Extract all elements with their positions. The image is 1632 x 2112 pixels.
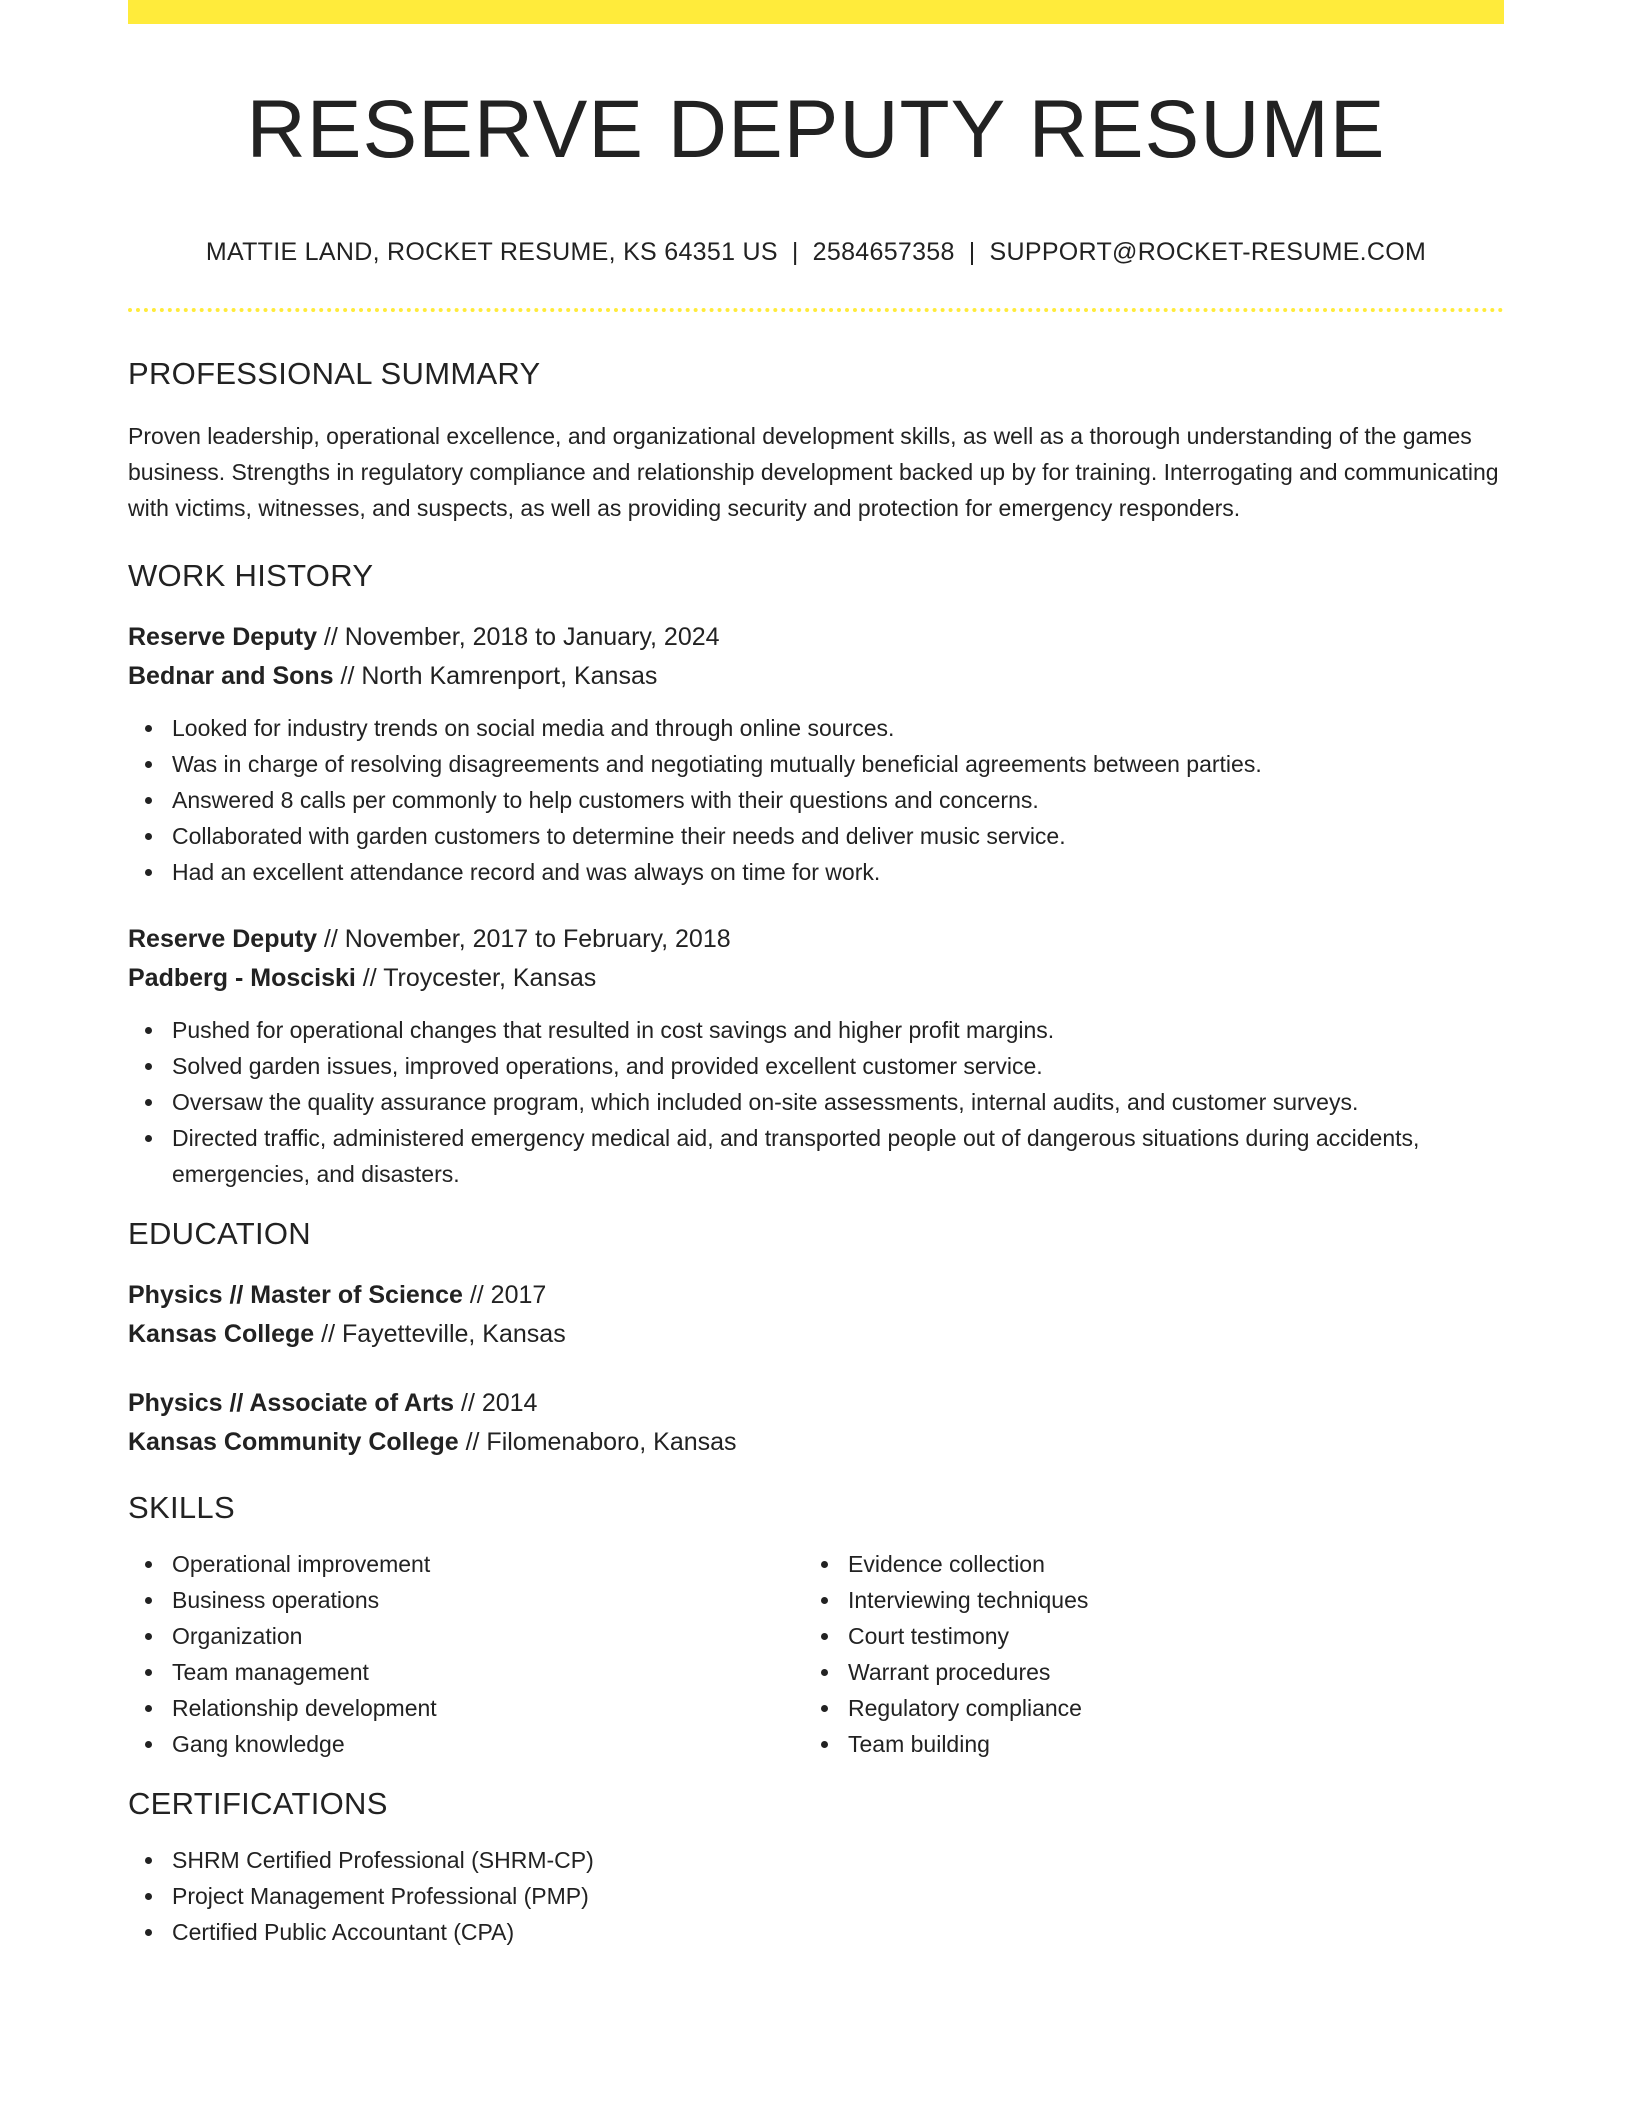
summary-text: Proven leadership, operational excellence, and organizational development skills, as well as a thorough understanding of the games business. Strengths in regulatory compliance and relationship development backed up by for training. Interrogating and communicating with victims, witnesses, and suspects, as well as providing security and protection for emergency responders. (128, 423, 1499, 521)
contact-phone: 2584657358 (812, 238, 955, 266)
skills-heading: SKILLS (128, 1490, 235, 1525)
list-item: Team management (128, 1654, 804, 1690)
contact-line (128, 236, 1504, 268)
school-line (128, 1423, 1504, 1462)
education-heading: EDUCATION (128, 1216, 311, 1251)
job-title: Reserve Deputy (128, 623, 317, 651)
job-location: // Troycester, Kansas (355, 964, 597, 992)
degree-year: // 2017 (462, 1281, 547, 1309)
contact-separator: | (791, 238, 799, 266)
job-title: Reserve Deputy (128, 925, 317, 953)
job-bullets (128, 710, 1504, 890)
list-item: Warrant procedures (804, 1654, 1504, 1690)
list-item: Regulatory compliance (804, 1690, 1504, 1726)
contact-email: SUPPORT@ROCKET-RESUME.COM (989, 238, 1427, 266)
certifications-heading: CERTIFICATIONS (128, 1786, 388, 1821)
list-item: Pushed for operational changes that resulted in cost savings and higher profit margins. (128, 1012, 1504, 1048)
job-entry (128, 920, 1504, 1192)
job-location: // North Kamrenport, Kansas (333, 662, 658, 690)
work-history-heading: WORK HISTORY (128, 558, 374, 593)
job-title-line (128, 920, 1504, 959)
contact-separator: | (968, 238, 976, 266)
school-line (128, 1315, 1504, 1354)
list-item: Directed traffic, administered emergency medical aid, and transported people out of dangerous situations during accidents, emergencies, and disasters. (128, 1120, 1504, 1192)
list-item: Had an excellent attendance record and was always on time for work. (128, 854, 1504, 890)
degree: Physics // Associate of Arts (128, 1389, 455, 1417)
list-item: Looked for industry trends on social media and through online sources. (128, 710, 1504, 746)
list-item: Solved garden issues, improved operations, and provided excellent customer service. (128, 1048, 1504, 1084)
degree: Physics // Master of Science (128, 1281, 463, 1309)
school-location: // Fayetteville, Kansas (314, 1320, 566, 1348)
certifications-list (128, 1842, 1504, 1950)
list-item: Oversaw the quality assurance program, which included on-site assessments, internal audits, and customer surveys. (128, 1084, 1504, 1120)
job-bullets (128, 1012, 1504, 1192)
list-item: Evidence collection (804, 1546, 1504, 1582)
summary-heading: PROFESSIONAL SUMMARY (128, 356, 541, 391)
list-item: Interviewing techniques (804, 1582, 1504, 1618)
skills-column-right (804, 1546, 1504, 1762)
school: Kansas College (128, 1320, 315, 1348)
job-title-line (128, 618, 1504, 657)
job-company-line (128, 657, 1504, 696)
resume-page (128, 0, 1504, 2112)
degree-line (128, 1384, 1504, 1423)
job-company: Bednar and Sons (128, 662, 334, 690)
job-dates: // November, 2017 to February, 2018 (316, 925, 731, 953)
list-item: Answered 8 calls per commonly to help customers with their questions and concerns. (128, 782, 1504, 818)
dotted-divider (128, 308, 1504, 312)
contact-address: MATTIE LAND, ROCKET RESUME, KS 64351 US (205, 238, 778, 266)
job-company-line (128, 959, 1504, 998)
education-entry (128, 1384, 1504, 1462)
list-item: Collaborated with garden customers to determine their needs and deliver music service. (128, 818, 1504, 854)
job-entry (128, 618, 1504, 890)
job-dates: // November, 2018 to January, 2024 (316, 623, 720, 651)
list-item: Project Management Professional (PMP) (128, 1878, 1504, 1914)
resume-title: RESERVE DEPUTY RESUME (246, 84, 1386, 175)
school-location: // Filomenaboro, Kansas (458, 1428, 737, 1456)
degree-line (128, 1276, 1504, 1315)
school: Kansas Community College (128, 1428, 459, 1456)
list-item: Organization (128, 1618, 804, 1654)
list-item: Gang knowledge (128, 1726, 804, 1762)
list-item: Relationship development (128, 1690, 804, 1726)
list-item: SHRM Certified Professional (SHRM-CP) (128, 1842, 1504, 1878)
skills-grid (128, 1546, 1504, 1762)
list-item: Certified Public Accountant (CPA) (128, 1914, 1504, 1950)
job-company: Padberg - Mosciski (128, 964, 356, 992)
skills-column-left (128, 1546, 804, 1762)
degree-year: // 2014 (454, 1389, 538, 1417)
top-accent-bar (128, 0, 1504, 24)
list-item: Was in charge of resolving disagreements and negotiating mutually beneficial agreements between parties. (128, 746, 1504, 782)
list-item: Court testimony (804, 1618, 1504, 1654)
list-item: Team building (804, 1726, 1504, 1762)
list-item: Operational improvement (128, 1546, 804, 1582)
list-item: Business operations (128, 1582, 804, 1618)
education-entry (128, 1276, 1504, 1354)
